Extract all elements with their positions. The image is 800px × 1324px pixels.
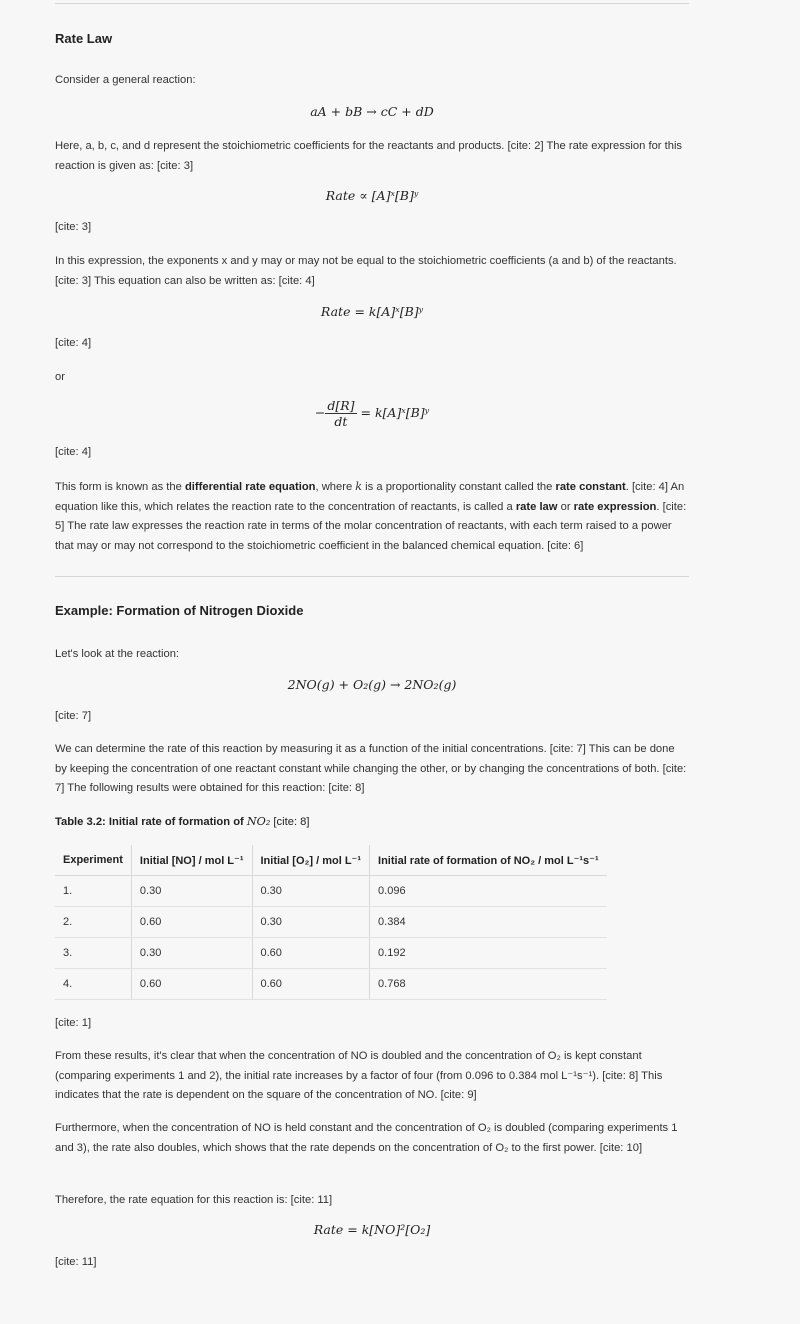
term-rate-law: rate law xyxy=(515,500,558,513)
derivative-numerator: d[R] xyxy=(327,398,355,413)
table-cell: 1. xyxy=(55,876,131,907)
rate-data-table-wrapper xyxy=(55,845,689,1000)
table-row xyxy=(55,938,607,969)
table-cell: 0.192 xyxy=(370,938,607,969)
column-header-initial-o2: Initial [O₂] / mol L⁻¹ xyxy=(252,845,370,876)
table-header-row xyxy=(55,845,607,876)
minus-sign: − xyxy=(314,405,326,420)
paragraph-determine-rate: We can determine the rate of this reaction by measuring it as a function of the initial concentrations. [cite: 7] This can be done by keeping the concentration of one reactant constant while changing the other, or by changing the concentrations of both. [cite: 7] The following results were obtained for this reaction: [cite: 8] xyxy=(55,743,687,794)
citation: [cite: 11] xyxy=(55,1256,97,1268)
paragraph-results: From these results, it's clear that when the concentration of NO is doubled and the concentration of O₂ is kept constant (comparing experiments 1 and 2), the initial rate increases by a factor of four (from 0.096 to 0.384 mol L⁻¹s⁻¹). [cite: 8] This indicates that the rate is dependent on the square of the concentration of NO. [cite: 9] xyxy=(55,1050,663,1101)
citation: [cite: 4] xyxy=(55,337,92,349)
column-header-experiment: Experiment xyxy=(55,845,131,876)
paragraph-coefficients: Here, a, b, c, and d represent the stoichiometric coefficients for the reactants and products. [cite: 2] The rate expression for this reaction is given as: [cite: 3] xyxy=(55,140,683,172)
table-row xyxy=(55,969,607,1000)
section-title-rate-law: Rate Law xyxy=(55,31,113,46)
table-caption: Table 3.2: Initial rate of formation of NO₂ [cite: 8] xyxy=(55,815,310,828)
table-cell: 0.768 xyxy=(370,969,607,1000)
intro-text: Let's look at the reaction: xyxy=(55,648,180,660)
column-header-initial-no: Initial [NO] / mol L⁻¹ xyxy=(131,845,252,876)
term-rate-expression: rate expression xyxy=(573,500,657,513)
paragraph-furthermore: Furthermore, when the concentration of NO is held constant and the concentration of O₂ is doubled (comparing experiments 1 and 3), the rate also doubles, which shows that the rate depends on the concentration of O₂ to the first power. [cite: 10] xyxy=(55,1122,678,1154)
table-cell: 0.30 xyxy=(252,876,370,907)
citation: [cite: 3] xyxy=(55,221,92,233)
citation: [cite: 7] xyxy=(55,710,92,722)
or-text: or xyxy=(55,371,65,383)
table-cell: 0.096 xyxy=(370,876,607,907)
divider-middle xyxy=(55,576,689,577)
rate-data-table xyxy=(55,845,607,1000)
table-cell: 0.60 xyxy=(252,969,370,1000)
paragraph-exponents: In this expression, the exponents x and y may or may not be equal to the stoichiometric coefficients (a and b) of the reactants. [cite: 3] This equation can also be written as: [cite: 4] xyxy=(55,255,677,287)
equation-rate-proportional: Rate ∝ [A]ˣ[B]ʸ xyxy=(325,188,419,203)
table-cell: 0.30 xyxy=(131,938,252,969)
table-cell: 0.60 xyxy=(131,969,252,1000)
table-cell: 2. xyxy=(55,907,131,938)
paragraph-therefore: Therefore, the rate equation for this reaction is: [cite: 11] xyxy=(55,1194,333,1206)
paragraph-differential-rate: This form is known as the differential rate equation, where k is a proportionality constant called the rate constant. [cite: 4] An equation like this, which relates the reaction rate to the concentration of reactants, is called a rate law or rate expression. [cite: 5] The rate law expresses the reaction rate in terms of the molar concentration of reactants, with each term raised to a power that may or may not correspond to the stoichiometric coefficient in the balanced chemical equation. [cite: 6] xyxy=(55,480,687,552)
equation-general-reaction: aA + bB → cC + dD xyxy=(310,104,434,119)
derivative-fraction xyxy=(325,398,356,429)
equation-rate-law: Rate = k[A]ˣ[B]ʸ xyxy=(320,304,424,319)
column-header-initial-rate: Initial rate of formation of NO₂ / mol L⁻¹s⁻¹ xyxy=(370,845,607,876)
table-cell: 0.30 xyxy=(252,907,370,938)
term-differential-rate-equation: differential rate equation xyxy=(184,481,316,493)
equation-no2-formation: 2NO(g) + O₂(g) → 2NO₂(g) xyxy=(287,677,457,692)
table-cell: 0.30 xyxy=(131,876,252,907)
table-cell: 0.60 xyxy=(252,938,370,969)
term-rate-constant: rate constant xyxy=(555,481,626,493)
table-cell: 0.384 xyxy=(370,907,607,938)
table-cell: 0.60 xyxy=(131,907,252,938)
equation-differential-rate xyxy=(55,398,689,429)
derivative-denominator: dt xyxy=(334,414,348,429)
derivative-rhs: = k[A]ˣ[B]ʸ xyxy=(360,405,430,420)
intro-text: Consider a general reaction: xyxy=(55,74,196,86)
section-title-example: Example: Formation of Nitrogen Dioxide xyxy=(55,603,304,618)
citation: [cite: 1] xyxy=(55,1017,92,1029)
divider-top xyxy=(55,3,689,4)
table-row xyxy=(55,876,607,907)
table-cell: 4. xyxy=(55,969,131,1000)
citation: [cite: 4] xyxy=(55,446,92,458)
table-cell: 3. xyxy=(55,938,131,969)
table-row xyxy=(55,907,607,938)
equation-final-rate: Rate = k[NO]²[O₂] xyxy=(313,1222,431,1237)
